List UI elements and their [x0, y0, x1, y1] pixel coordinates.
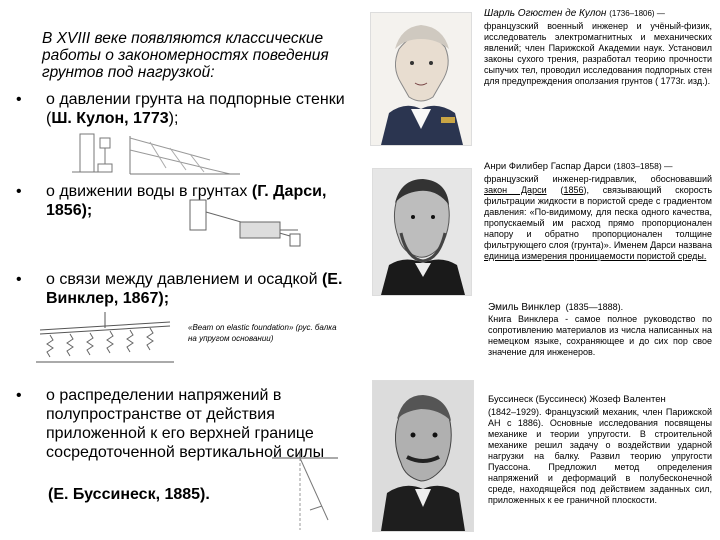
bullet-dot: •: [16, 387, 22, 404]
darcy-years: (1803–1858) —: [613, 161, 673, 171]
coulomb-wall-diagram: [70, 130, 250, 178]
winkler-years: (1835—1888).: [565, 302, 624, 312]
coulomb-portrait-icon: [371, 13, 471, 145]
bullet-bold: Ш. Кулон, 1773: [51, 110, 169, 127]
boussinesq-bio: (1842–1929). Французский механик, член Парижской АН с 1886). Основные исследования посвящены механике и теории упругости. В строительной механике решил задачу о воздействии ударной нагрузки на балку. Развил теорию упругости Пуассона. Предложил метод определения напряжений и деформаций в полубесконечной среде, находящейся под действием заданных сил, приложенных к ее граничной плоскости.: [488, 407, 712, 505]
boussinesq-citation: (Е. Буссинеск, 1885).: [48, 486, 210, 503]
winkler-bio-block: [488, 302, 712, 358]
boussinesq-portrait-icon: [373, 381, 473, 531]
boussinesq-diagram: [270, 450, 340, 535]
bullet-bold: (Е. Винклер, 1867);: [46, 271, 343, 307]
bullet-dot: •: [16, 91, 22, 108]
darcy-bio-block: [484, 160, 712, 262]
winkler-bio: Книга Винклера - самое полное руководство по сопротивлению материалов из числа написанных на немецком языке, сохраняющее и до сих пор свое значение для инженеров.: [488, 314, 712, 357]
bullet-text: о движении воды в грунтах: [46, 183, 252, 200]
intro-text: В XVIII веке появляются классические работы о закономерностях поведения грунтов под нагрузкой:: [42, 30, 329, 81]
bullet-bold: (Г. Дарси, 1856);: [46, 183, 327, 219]
darcy-year-link[interactable]: 1856: [563, 185, 584, 195]
darcy-bio: французский инженер-гидравлик, обосновавший закон Дарси (1856), связывающий скорость фильтрации жидкости в пористой среде с градиентом давления: «По-видимому, для песка одного качества, пропускаемый им расход прямо пропорционален напору и обратно пропорционален толщине фильтрующего слоя (грунта)». Именем Дарси названа единица измерения проницаемости пористой среды.: [484, 174, 713, 261]
winkler-name: Эмиль Винклер: [488, 302, 561, 313]
darcy-heading: [484, 160, 712, 173]
bullet-text: о связи между давлением и осадкой: [46, 271, 322, 288]
darcy-bio-1: французский инженер-гидравлик, обосновавший: [484, 174, 712, 184]
coulomb-portrait: [370, 12, 472, 146]
bullet-tail: );: [168, 110, 179, 127]
winkler-caption: «Beam on elastic foundation» (рус. балка на упругом основании): [188, 323, 337, 343]
winkler-heading: [488, 302, 712, 313]
bullet-dot: •: [16, 271, 22, 288]
bullet-dot: •: [16, 183, 22, 200]
coulomb-bio: французский военный инженер и учёный-физик, исследователь электромагнитных и механических явлений; член Парижской Академии наук. Установил законы сухого трения, разработал теорию прочности сыпучих тел, проводил исследования подпорных стен для предупреждения оползания грунтов ( 1773г. изд.).: [484, 21, 712, 86]
darcy-unit-link[interactable]: единица измерения проницаемости пористой среды.: [484, 251, 707, 261]
boussinesq-name: Буссинеск (Буссинеск) Жозеф Валентен: [488, 394, 666, 405]
darcy-bio-2: связывающий скорость фильтрации жидкости в пористой среде с градиентом давления: «По-видимому, для песка одного качества, пропускаемый им расход прямо пропорционален напору и обратно пропорционален толщине фильтрующего слоя (грунта)». Именем Дарси названа: [484, 185, 713, 250]
boussinesq-bio-block: [488, 394, 712, 506]
coulomb-heading: [484, 8, 712, 19]
darcy-portrait: [372, 168, 472, 296]
bullet-text: о распределении напряжений в полупространстве от действия приложенной к его верхней границе сосредоточенной вертикальной силы: [46, 387, 325, 461]
coulomb-name: Шарль Огюстен де Кулон: [484, 8, 607, 19]
coulomb-years: (1736–1806) —: [609, 9, 665, 18]
darcy-name: Анри Филибер Гаспар Дарси: [484, 161, 611, 172]
darcy-apparatus-diagram: [180, 196, 310, 256]
boussinesq-portrait: [372, 380, 474, 532]
coulomb-bio-block: [484, 8, 712, 87]
winkler-foundation-diagram: [30, 310, 180, 370]
darcy-portrait-icon: [373, 169, 471, 295]
bullet-text: о давлении грунта на подпорные стенки (: [46, 91, 345, 127]
darcy-law-link[interactable]: закон Дарси: [484, 185, 547, 195]
